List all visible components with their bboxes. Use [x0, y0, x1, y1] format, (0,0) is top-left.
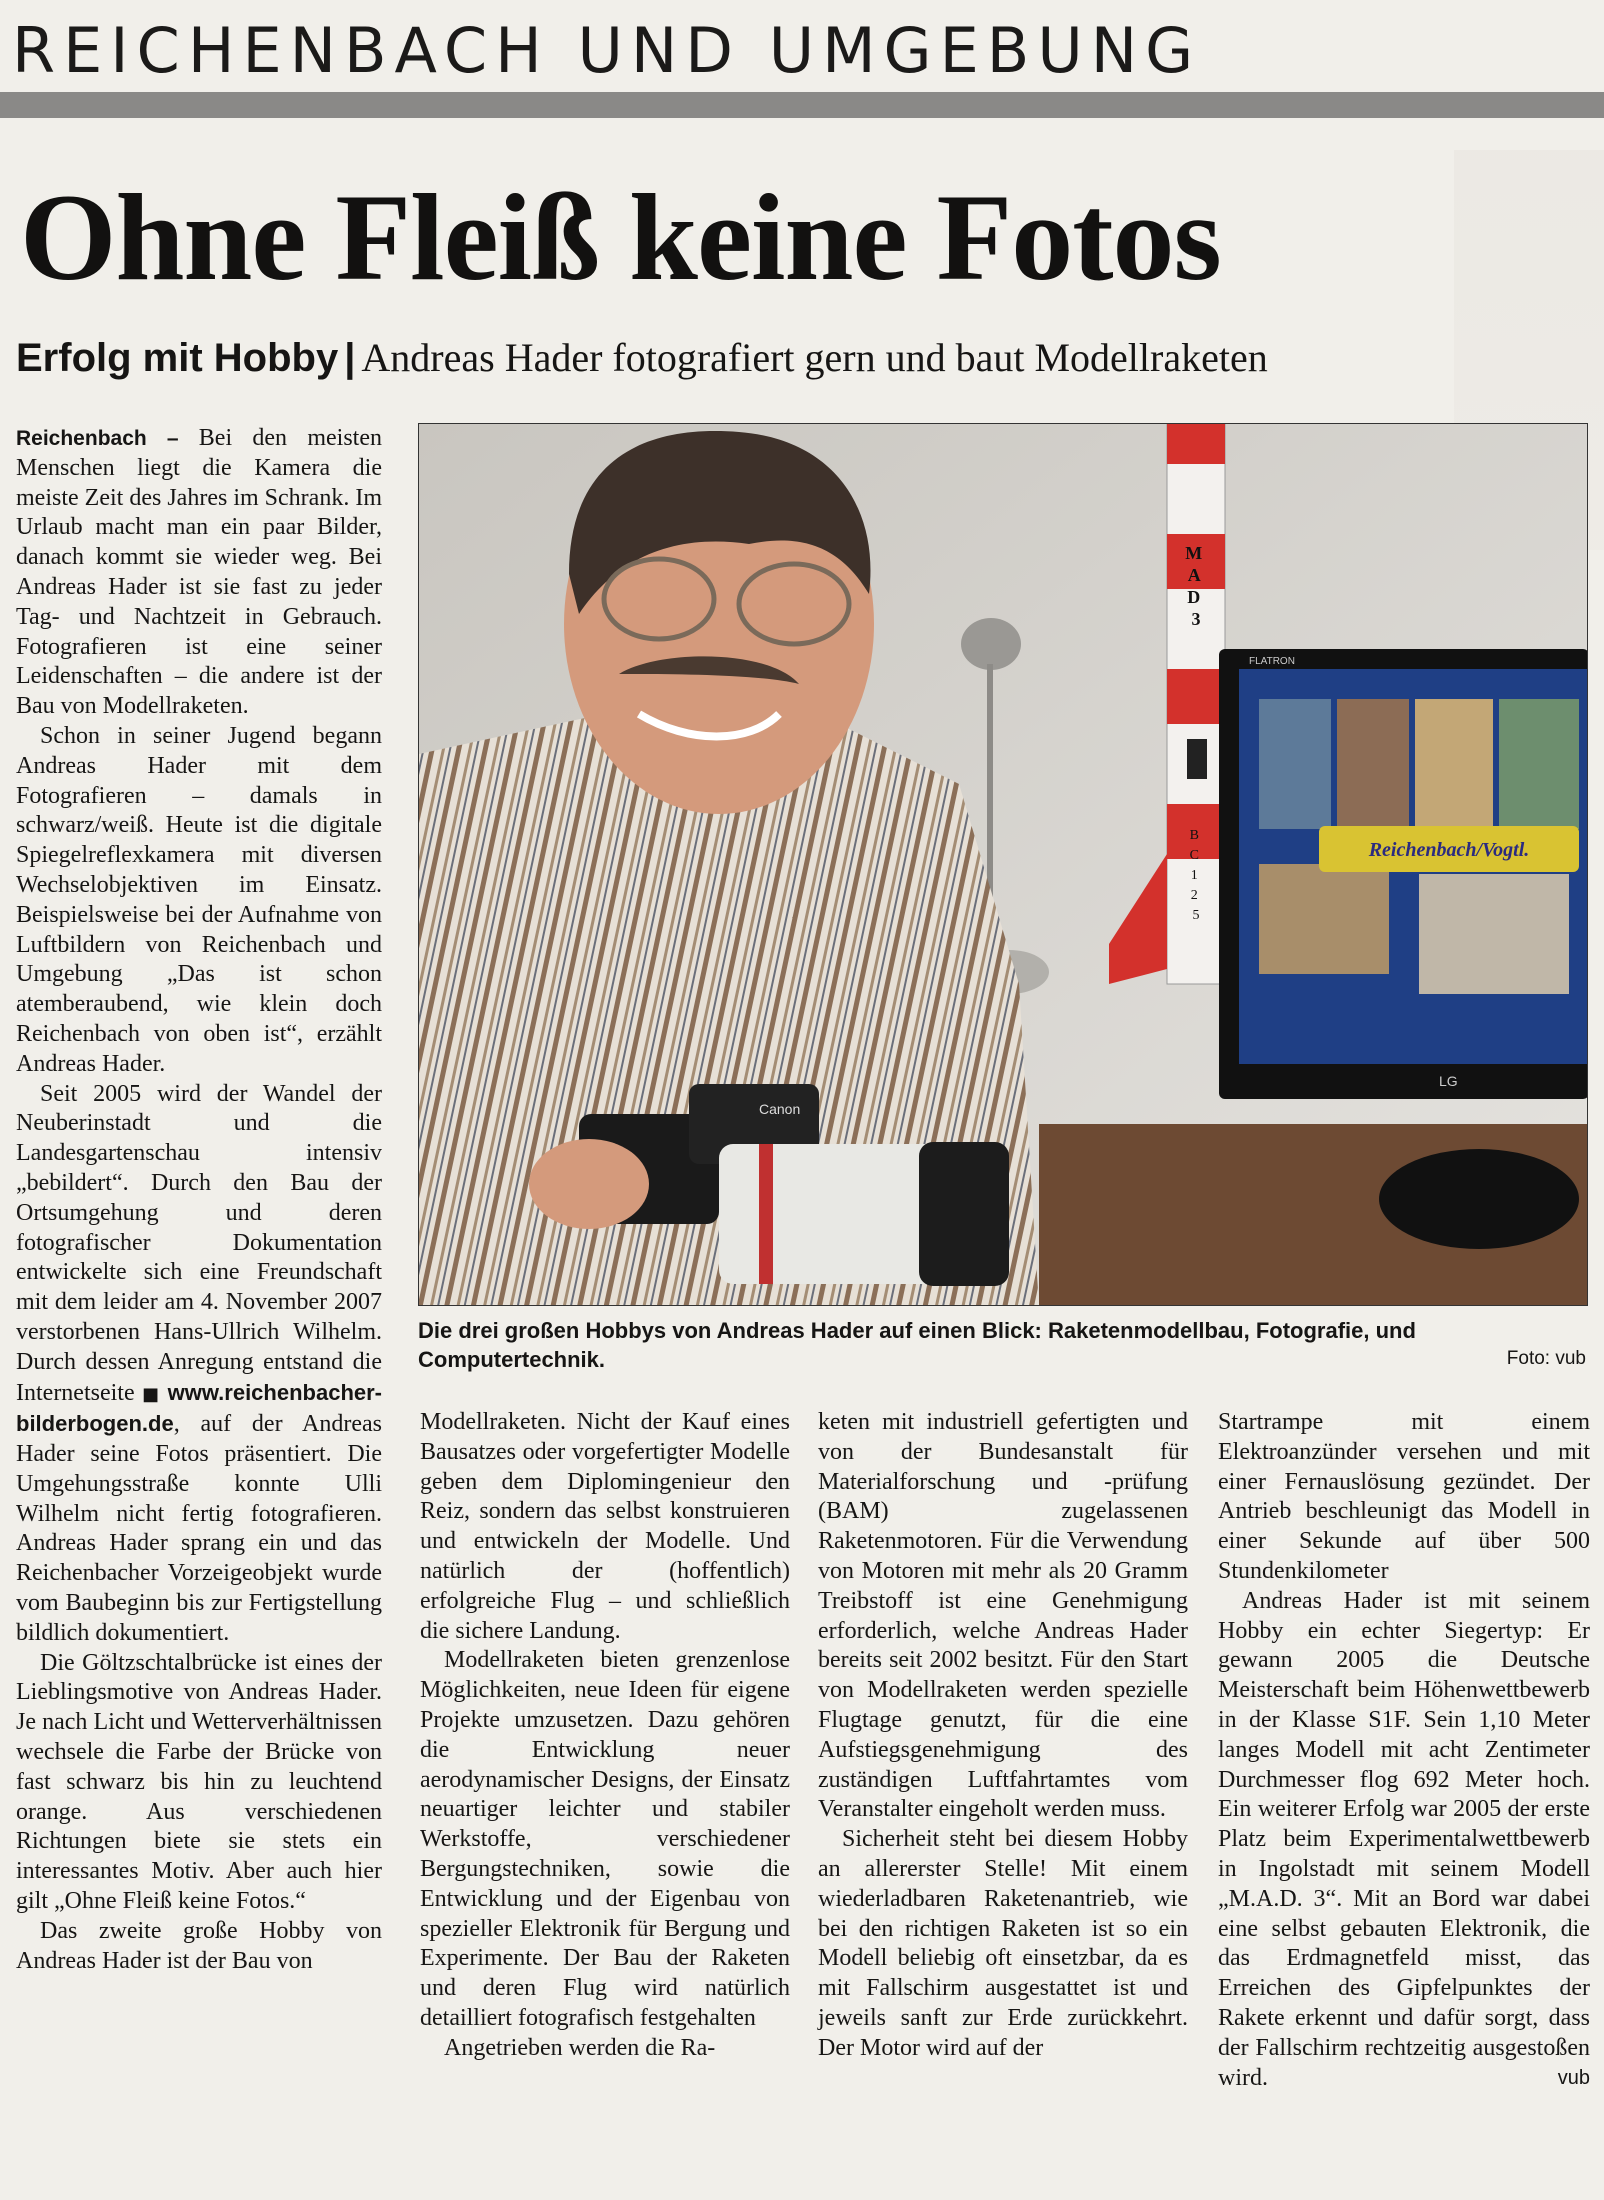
paragraph: Die Göltzschtalbrücke ist eines der Lieblingsmotive von Andreas Hader. Je nach Licht und Wetterverhältnissen wechsele die Farbe der Brücke von fast schwarz bis hin zu leuchtend orange. Aus verschiedenen Richtungen biete sie stets ein interessantes Motiv. Aber auch hier gilt „Ohne Fleiß keine Fotos.“ [16, 1649, 382, 1915]
article-column-1 [16, 424, 382, 1976]
rocket-serial: B C 1 2 5 [1189, 828, 1200, 923]
paragraph-text: Bei den meisten Menschen liegt die Kamera die meiste Zeit des Jahres im Schrank. Im Urlaub macht man ein paar Bilder, danach kommt sie wieder weg. Bei Andreas Hader ist sie fast zu jeder Tag- und Nachtzeit in Gebrauch. Fotografieren ist eine seiner Leidenschaften – die andere ist der Bau von Modellraketen. [16, 425, 382, 720]
link-bullet-icon: ■ [141, 1383, 161, 1405]
paragraph-continued: Startrampe mit einem Elektroanzünder versehen und mit einer Fernauslösung gezündet. Der Antrieb beschleunigt das Modell in einer Sekunde auf über 500 Stundenkilometer [1218, 1409, 1590, 1584]
paragraph-text: Seit 2005 wird der Wandel der Neuberinstadt und die Landesgartenschau intensiv „bebildert“. Durch den Bau der Ortsumgehung und deren fotografischer Dokumentation entwickelte sich eine Freundschaft mit dem leider am 4. November 2007 verstorbenen Hans-Ullrich Wilhelm. Durch dessen Anregung entstand die Internetseite [16, 1080, 382, 1406]
subheadline-kicker: Erfolg mit Hobby [16, 336, 339, 380]
website-link[interactable]: www.reichenbacher-bilderbogen.de [16, 1379, 383, 1437]
paragraph-continued: keten mit industriell gefertigten und von der Bundesanstalt für Materialforschung und -prüfung (BAM) zugelassenen Raketenmotoren. Für die Verwendung von Motoren mit mehr als 20 Gramm Treibstoff ist eine Genehmigung erforderlich, welche Andreas Hader bereits seit 2002 besitzt. Für den Start von Modellraketen werden spezielle Flugtage genutzt, für die eine Aufstiegsgenehmigung des zuständigen Luftfahrtamtes vom Veranstalter eingeholt werden muss. [818, 1409, 1188, 1823]
paragraph [1218, 1587, 1590, 2094]
paragraph: Sicherheit steht bei diesem Hobby an allererster Stelle! Mit einem wiederladbaren Raketenantrieb, wie bei den richtigen Raketen ist so ein Modell beliebig oft einsetzbar, da es mit Fallschirm ausgestattet ist und jeweils sanft zur Erde zurückkehrt. Der Motor wird auf der [818, 1826, 1188, 2061]
paragraph: Modellraketen bieten grenzenlose Möglichkeiten, neue Ideen für eigene Projekte umzusetzen. Dazu gehören die Entwicklung neuer aerodynamischer Designs, der Einsatz neuartiger leichter und stabiler Werkstoffe, verschiedener Bergungstechniken, sowie die Entwicklung und der Eigenbau von spezieller Elektronik für Bergung und Experimente. Der Bau der Raketen und deren Flug wird natürlich detailliert fotografisch festgehalten [420, 1647, 790, 2031]
screen-banner: Reichenbach/Vogtl. [1368, 839, 1530, 861]
subheadline [16, 330, 1268, 386]
section-divider [0, 92, 1604, 118]
section-label: REICHENBACH UND UMGEBUNG [12, 14, 1202, 87]
dateline: Reichenbach – [16, 427, 179, 450]
monitor-brand: LG [1439, 1073, 1458, 1089]
paragraph: Schon in seiner Jugend begann Andreas Hader mit dem Fotografieren – damals in schwarz/weiß. Heute ist die digitale Spiegelreflexkamera mit diversen Wechselobjektiven im Einsatz. Beispielsweise bei der Aufnahme von Luftbildern von Reichenbach und Umgebung „Das ist schon atemberaubend, wie klein doch Reichenbach von oben ist“, erzählt Andreas Hader. [16, 722, 382, 1077]
headline: Ohne Fleiß keine Fotos [20, 169, 1221, 306]
article-photo [418, 423, 1588, 1306]
byline: vub [1557, 2066, 1590, 2089]
paragraph-text: Andreas Hader ist mit seinem Hobby ein echter Siegertyp: Er gewann 2005 die Deutsche Meisterschaft beim Höhenwettbewerb in der Klasse S1F. Sein 1,10 Meter langes Modell mit acht Zentimeter Durchmesser flog 692 Meter hoch. Ein weiterer Erfolg war 2005 der erste Platz beim Experimentalwettbewerb in Ingolstadt mit seinem Modell „M.A.D. 3“. Mit an Bord war dabei eine selbst gebauten Elektronik, die das Erdmagnetfeld misst, das Erreichen des Gipfelpunktes der Rakete erkennt und dafür sorgt, dass der Fallschirm rechtzeitig ausgestoßen wird. [1218, 1587, 1590, 2091]
paragraph: Das zweite große Hobby von Andreas Hader ist der Bau von [16, 1917, 382, 1974]
subheadline-deck: Andreas Hader fotografiert gern und baut Modellraketen [361, 335, 1268, 380]
rocket-label: M A D 3 [1185, 543, 1203, 629]
photo-credit: Foto: vub [1506, 1348, 1586, 1369]
paragraph-continued: Modellraketen. Nicht der Kauf eines Bausatzes oder vorgefertigter Modelle geben dem Diplomingenieur den Reiz, sondern das selbst konstruieren und entwickeln der Modelle. Und natürlich der (hoffentlich) erfolgreiche Flug – und schließlich die sichere Landung. [420, 1409, 790, 1644]
article-column-4 [1218, 1408, 1590, 2093]
paragraph [16, 1080, 382, 1649]
photo-illustration [419, 424, 1588, 1306]
article-column-3 [818, 1408, 1188, 2064]
camera-brand: Canon [759, 1101, 801, 1117]
monitor-model: FLATRON [1249, 656, 1295, 667]
subheadline-separator: | [344, 336, 356, 380]
paragraph [16, 424, 382, 722]
paragraph: Angetrieben werden die Ra- [444, 2034, 716, 2061]
article-column-2 [420, 1408, 790, 2064]
photo-caption: Die drei großen Hobbys von Andreas Hader auf einen Blick: Raketenmodellbau, Fotografie, und Computertechnik. [418, 1318, 1416, 1372]
paragraph-text: , auf der Andreas Hader seine Fotos präsentiert. Die Umgehungsstraße konnte Ulli Wilhelm nicht fertig fotografieren. Andreas Hader sprang ein und das Reichenbacher Vorzeigeobjekt wurde vom Baubeginn bis zur Fertigstellung bildlich dokumentiert. [16, 1411, 382, 1646]
